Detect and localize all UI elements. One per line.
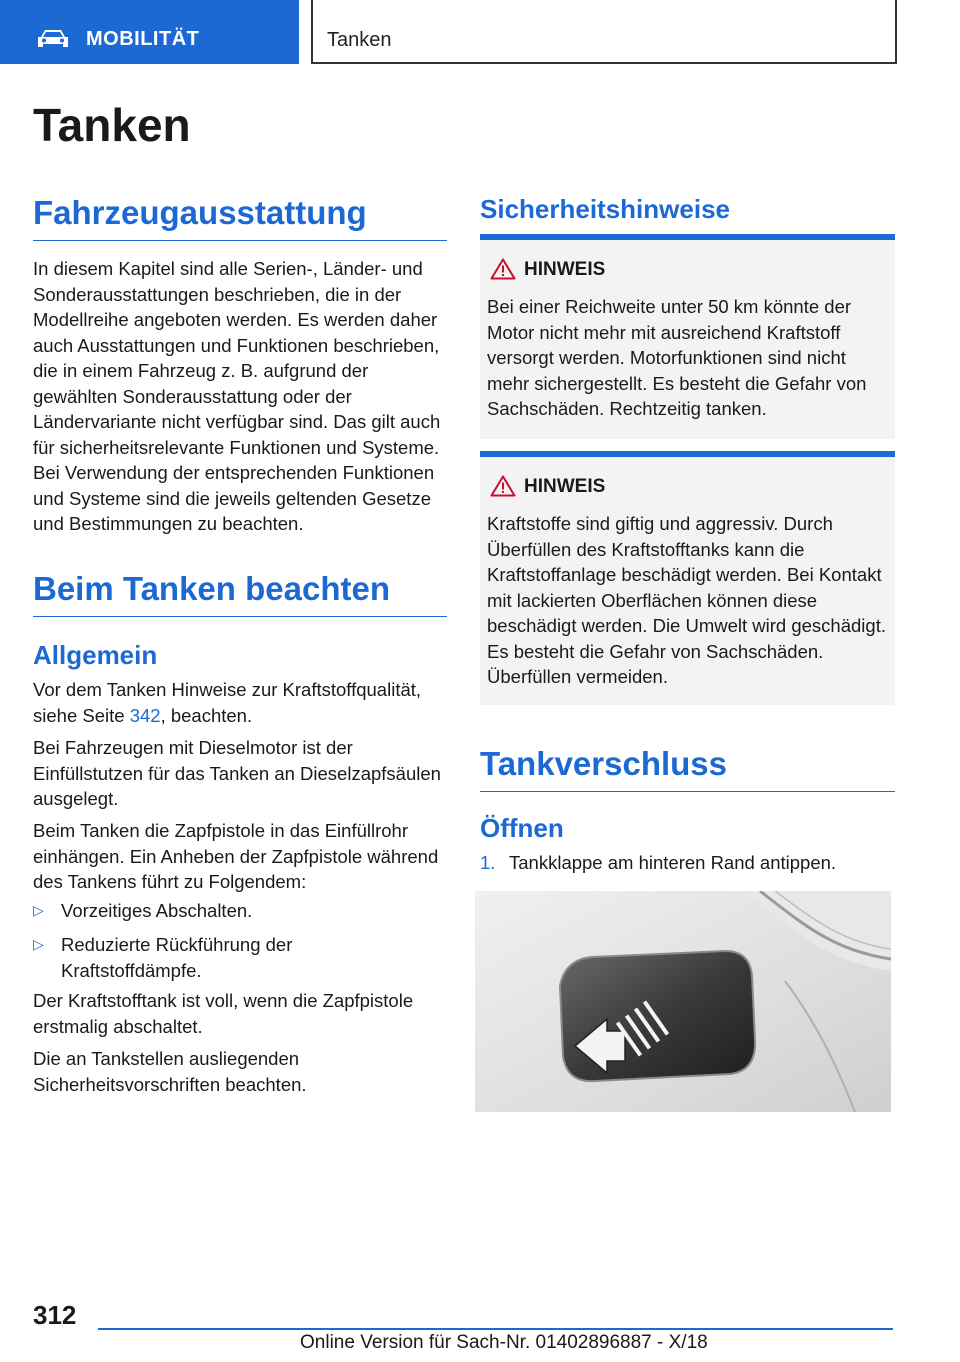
footer-divider: [98, 1328, 893, 1330]
text-fragment: , beachten.: [160, 704, 253, 726]
notice-heading: HINWEIS: [524, 476, 606, 497]
chapter-label: MOBILITÄT: [86, 28, 200, 50]
fuel-flap-image: [475, 891, 891, 1112]
triangle-bullet-icon: ▷: [33, 936, 44, 952]
paragraph-sicherheitsvorschriften: Die an Tankstellen ausliegenden Sicherheitsvorschriften beachten.: [33, 1048, 307, 1095]
notice-text: Bei einer Reichweite unter 50 km könnte der Motor nicht mehr mit ausreichend Kraftstoff versorgt werden. Motorfunktionen sind nicht mehr sichergestellt. Es besteht die Gefahr von Sachschäden. Rechtzeitig tanken.: [487, 296, 867, 419]
heading-tankverschluss: Tankverschluss: [480, 745, 895, 792]
notice-heading: HINWEIS: [524, 259, 606, 280]
heading-allgemein: Allgemein: [33, 640, 158, 670]
page-number: 312: [33, 1300, 77, 1330]
text-fragment: Vor dem Tanken Hinweise zur Kraftstoffqualität, siehe Seite: [33, 679, 422, 726]
section-tab[interactable]: [311, 0, 897, 64]
section-label: Tanken: [327, 29, 392, 51]
paragraph-tank-voll: Der Kraftstofftank ist voll, wenn die Zapfpistole erstmalig abschaltet.: [33, 990, 414, 1037]
notice-text: Kraftstoffe sind giftig und aggressiv. Durch Überfüllen des Kraftstofftanks kann die Kraftstoffanlage beschädigt werden. Bei Kontakt mit lackierten Oberflächen können diese beschädigt werden. Die Umwelt wird geschädigt. Es besteht die Gefahr von Sachschäden. Überfüllen vermeiden.: [487, 513, 886, 687]
notice-box: [480, 234, 895, 439]
notice-box: [480, 451, 895, 705]
paragraph-dieselmotor: Bei Fahrzeugen mit Dieselmotor ist der Einfüllstutzen für das Tanken an Dieselzapfsäulen ausgelegt.: [33, 737, 441, 809]
triangle-bullet-icon: ▷: [33, 902, 44, 918]
step-text: Tankklappe am hinteren Rand antippen.: [509, 852, 837, 873]
paragraph-kraftstoffqualitaet: [33, 677, 447, 728]
page-title: Tanken: [33, 99, 191, 151]
car-icon: [36, 28, 70, 50]
paragraph-zapfpistole: Beim Tanken die Zapfpistole in das Einfüllrohr einhängen. Ein Anheben der Zapfpistole während des Tankens führt zu Folgendem:: [33, 820, 439, 892]
heading-sicherheitshinweise: Sicherheitshinweise: [480, 194, 730, 224]
list-item-text: Vorzeitiges Abschalten.: [61, 900, 253, 921]
footer-online-version: Online Version für Sach-Nr. 01402896887 - X/18: [300, 1332, 708, 1353]
page-link[interactable]: 342: [129, 704, 161, 726]
heading-fahrzeugausstattung: Fahrzeugausstattung: [33, 194, 447, 241]
chapter-tab[interactable]: [0, 0, 299, 64]
list-item-text: Reduzierte Rückführung der Kraftstoffdämpfe.: [61, 934, 293, 981]
heading-oeffnen: Öffnen: [480, 813, 564, 843]
fuel-flap-illustration: [475, 891, 891, 1112]
warning-triangle-icon: [490, 258, 516, 280]
heading-beim-tanken: Beim Tanken beachten: [33, 570, 447, 617]
step-number: 1.: [480, 852, 496, 873]
paragraph-fahrzeugausstattung: In diesem Kapitel sind alle Serien-, Länder- und Sonderausstattungen beschrieben, die in der Modellreihe angeboten werden. Es werden daher auch Ausstattungen und Funktionen beschrieben, die in einem Fahrzeug z. B. aufgrund der gewählten Sonderausstattung oder der Ländervariante nicht verfügbar sind. Das gilt auch für sicherheitsrelevante Funktionen und Systeme. Bei Verwendung der entsprechenden Funktionen und Systeme sind die jeweils geltenden Gesetze und Bestimmungen zu beachten.: [33, 258, 441, 534]
warning-triangle-icon: [490, 475, 516, 497]
